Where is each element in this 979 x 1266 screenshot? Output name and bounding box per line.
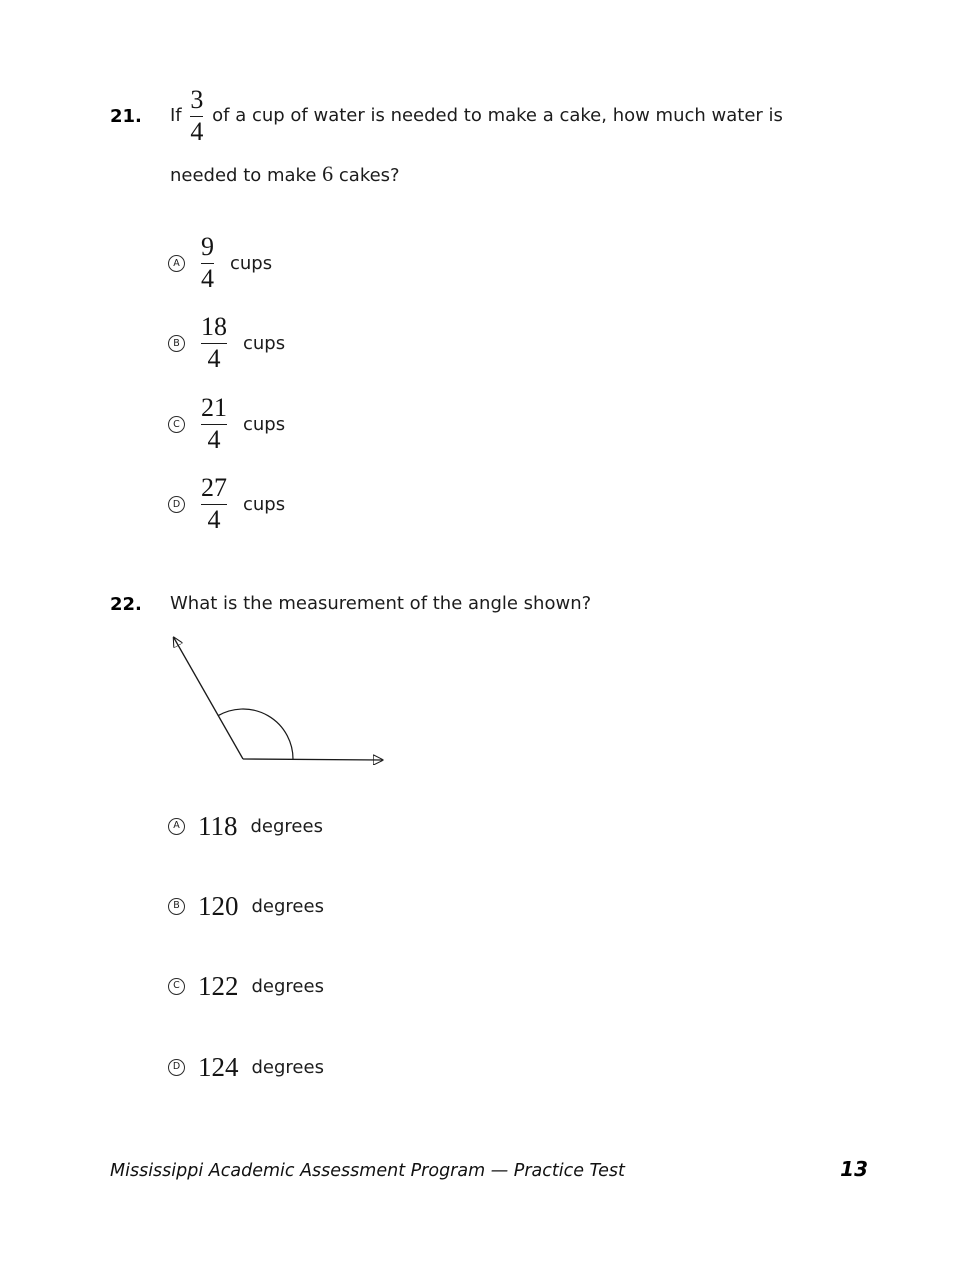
q22-choice-b-unit: degrees bbox=[251, 895, 324, 917]
q21-choice-d bbox=[168, 473, 286, 534]
q22-choice-a bbox=[168, 808, 323, 844]
q21-choice-a-unit: cups bbox=[230, 253, 273, 274]
question-21-text-suffix: of a cup of water is needed to make a cake, how much water is bbox=[212, 105, 783, 126]
fraction-numerator: 27 bbox=[201, 473, 227, 503]
question-22-number: 22. bbox=[110, 593, 142, 615]
fraction-denominator: 4 bbox=[207, 505, 221, 534]
fraction-denominator: 4 bbox=[207, 425, 221, 454]
q21-choice-b-fraction bbox=[198, 314, 230, 372]
q21-choice-c-unit: cups bbox=[243, 414, 286, 435]
fraction-numerator: 9 bbox=[201, 232, 214, 262]
q21-choice-b-unit: cups bbox=[243, 333, 286, 354]
q21-choice-a-fraction bbox=[198, 234, 217, 292]
question-22-text: What is the measurement of the angle shown? bbox=[170, 593, 592, 615]
q22-choice-c bbox=[168, 968, 324, 1004]
q22-choice-d bbox=[168, 1049, 324, 1085]
choice-letter-c-icon: C bbox=[168, 416, 185, 433]
q21-choice-d-unit: cups bbox=[243, 494, 286, 515]
question-21-line2-math: 6 bbox=[322, 161, 334, 186]
fraction-numerator: 21 bbox=[201, 393, 227, 423]
q22-choice-c-unit: degrees bbox=[251, 975, 324, 997]
q21-choice-b bbox=[168, 312, 286, 373]
choice-letter-c-icon: C bbox=[168, 978, 185, 995]
question-21-number: 21. bbox=[110, 105, 142, 127]
q22-choice-c-value: 122 bbox=[198, 970, 239, 1001]
q22-choice-b-value: 120 bbox=[198, 890, 239, 921]
q22-choice-d-value: 124 bbox=[198, 1051, 239, 1082]
angle-ray-upper bbox=[174, 638, 243, 759]
angle-ray-horizontal bbox=[243, 759, 382, 760]
question-21-text-line2 bbox=[170, 163, 400, 187]
q21-choice-a bbox=[168, 232, 273, 293]
question-21-line2-suffix: cakes? bbox=[338, 165, 400, 186]
fraction-denominator: 4 bbox=[201, 264, 214, 293]
fraction-numerator: 3 bbox=[190, 84, 204, 114]
fraction-numerator: 18 bbox=[201, 312, 227, 342]
footer-title: Mississippi Academic Assessment Program — Practice Test bbox=[110, 1161, 625, 1181]
question-21-header bbox=[110, 85, 783, 147]
fraction-denominator: 4 bbox=[190, 116, 204, 146]
choice-letter-b-icon: B bbox=[168, 335, 185, 352]
q21-choice-d-fraction bbox=[198, 475, 230, 533]
angle-diagram bbox=[158, 620, 403, 779]
page-number: 13 bbox=[840, 1157, 868, 1181]
choice-letter-d-icon: D bbox=[168, 1059, 185, 1076]
question-21-line2-prefix: needed to make bbox=[170, 165, 317, 186]
q21-choice-c bbox=[168, 393, 286, 454]
q22-choice-a-value: 118 bbox=[198, 810, 238, 841]
q21-choice-c-fraction bbox=[198, 395, 230, 453]
question-21-text-prefix: If bbox=[170, 105, 182, 126]
q22-choice-b bbox=[168, 888, 324, 924]
choice-letter-d-icon: D bbox=[168, 496, 185, 513]
fraction-denominator: 4 bbox=[207, 344, 221, 373]
page-footer bbox=[110, 1157, 868, 1181]
q22-choice-d-unit: degrees bbox=[251, 1056, 324, 1078]
question-22-header bbox=[110, 591, 591, 617]
choice-letter-a-icon: A bbox=[168, 255, 185, 272]
question-21-text-line1 bbox=[170, 84, 783, 146]
choice-letter-a-icon: A bbox=[168, 818, 185, 835]
q22-choice-a-unit: degrees bbox=[250, 815, 323, 837]
choice-letter-b-icon: B bbox=[168, 898, 185, 915]
fraction-three-fourths bbox=[187, 84, 206, 146]
angle-diagram-svg bbox=[158, 620, 403, 775]
